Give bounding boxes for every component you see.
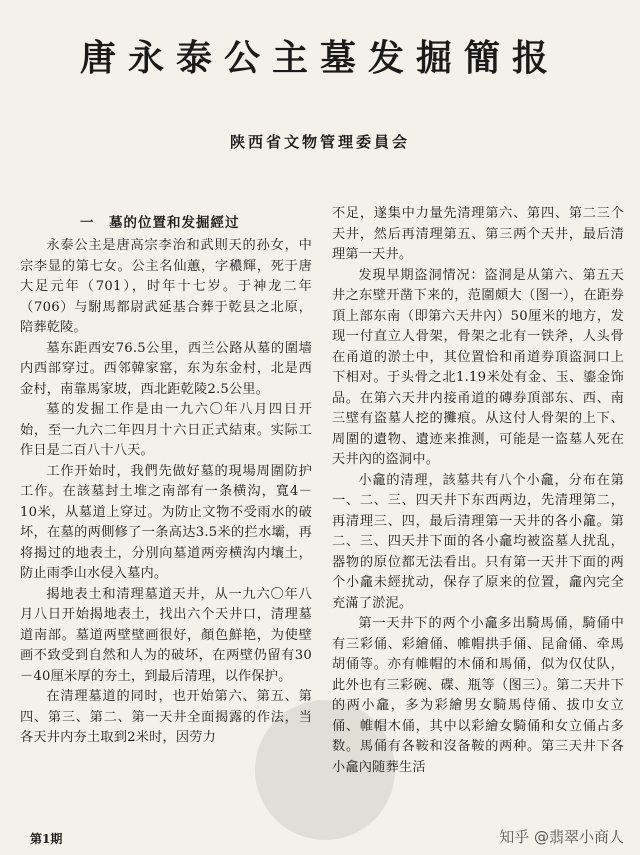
author-line: 陕西省文物管理委員会 — [229, 133, 410, 151]
right-column — [332, 204, 624, 778]
paragraph: 揭地表土和清理墓道天井，从一九六〇年八月八日开始揭地表土，找出六个天井口，清理墓道南部。墓道两壁壁画很好，顏色鮮艳，为使壁画不致受到自然和人为的破坏，在两壁仍留有30－40厘米厚的夯土，到最后清理，以作保护。 — [20, 586, 312, 684]
paragraph: 永泰公主是唐高宗李治和武則天的孙女，中宗李显的第七女。公主名仙蕙，字穠輝，死于唐大足元年（701），时年十七岁。于神龙二年（706）与駙馬都尉武延基合葬于乾县之北原，陪葬乾陵。 — [20, 238, 312, 335]
source-watermark: 知乎 @翡翠小商人 — [499, 828, 624, 846]
paragraph: 墓东距西安76.5公里，西兰公路从墓的圍墙内西部穿过。西邻韓家窰，东为东金村，北是西金村，南靠馬家坡，西北距乾陵2.5公里。 — [20, 340, 312, 397]
article-title: 唐永泰公主墓发掘簡报 — [79, 37, 560, 79]
left-column — [20, 212, 312, 749]
section-heading: 一 墓的位置和发掘經过 — [80, 215, 240, 231]
page-number: 第1期 — [30, 832, 63, 846]
paragraph: 发現早期盗洞情况：盗洞是从第六、第五天井之东壁开凿下来的，范圍頗大（图一），在距券頂上部东南（即第六天井內）50厘米的地方，发现一付直立人骨架，骨架之北有一铁斧，人头骨在甬道的淤土中，其位置恰和甬道券頂盗洞口上下相对。于头骨之北1.19米处有金、玉、鎏金饰品。在第六天井内接甬道的磚券頂部东、西、南三壁有盗墓人挖的攤痕。从这付人骨架的上下、周圍的遺物、遺迹来推测，可能是一盗墓人死在天井內的盗洞中。 — [332, 267, 624, 467]
paragraph: 小龕的清理，該墓共有八个小龕，分布在第一、二、三、四天井下东西两边，先清理第二，再清理三、四，最后清理第一天井的各小龕。第二、三、四天井下面的各小龕均被盗墓人扰乱，器物的原位都无法看出。只有第一天井下面的两个小龕未經扰动，保存了原来的位置，龕內完全充滿了淤泥。 — [332, 472, 624, 611]
paragraph: 在清理墓道的同时，也开始第六、第五、第四、第三、第二、第一天井全面揭露的作法，当各天井内夯土取到2米时，因劳力 — [20, 689, 312, 745]
paragraph: 第一天井下的两个小龕多出騎馬俑，騎俑中有三彩俑、彩繪俑、帷帽拱手俑、昆侖俑、牵馬胡俑等。亦有帷帽的木俑和馬俑，似为仅仗队，此外也有三彩碗、碟、瓶等（图三）。第二天井下的两小龕，多为彩繪男女騎馬侍俑、拔巾女立俑、帷帽木俑，其中以彩繪女騎俑和女立俑占多数。馬俑有各鞍和沒备鞍的两种。第三天井下各小龕內随葬生活 — [332, 616, 624, 775]
paragraph: 工作开始时，我們先做好墓的現場周圍防护工作。在該墓封土堆之南部有一条横沟，寬4－10米，从墓道上穿过。为防止文物不受雨水的破坏，在墓的两側修了一条高达3.5米的拦水壩，再将揭过的地表土，分別向墓道两旁横沟内壤土，防止雨季山水侵入墓内。 — [20, 463, 312, 581]
paragraph: 墓的发掘工作是由一九六〇年八月四日开始，至一九六二年四月十六日正式結束。实际工作日是二百八十八天。 — [20, 402, 312, 458]
paragraph: 不足，遂集中力量先清理第六、第四、第二三个天井，然后再清理第五、第三两个天井，最后清理第一天井。 — [332, 206, 624, 262]
